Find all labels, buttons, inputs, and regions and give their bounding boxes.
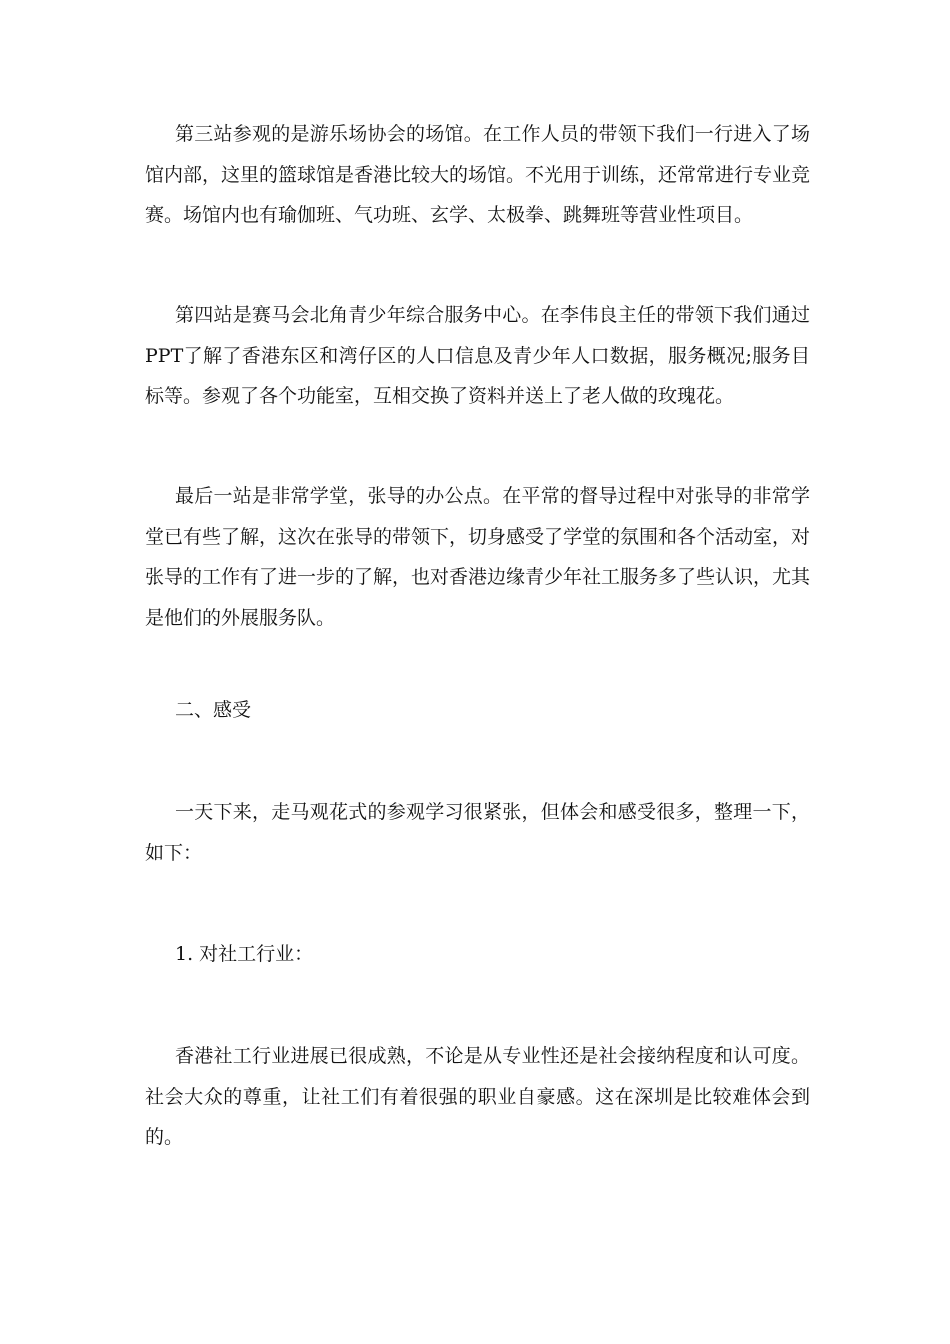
- paragraph-last-stop: 最后一站是非常学堂，张导的办公点。在平常的督导过程中对张导的非常学堂已有些了解，这次在张导的带领下，切身感受了学堂的氛围和各个活动室，对张导的工作有了进一步的了解，也对香港边缘青少年社工服务多了些认识，尤其是他们的外展服务队。: [145, 485, 811, 629]
- paragraph-third-stop: 第三站参观的是游乐场协会的场馆。在工作人员的带领下我们一行进入了场馆内部，这里的篮球馆是香港比较大的场馆。不光用于训练，还常常进行专业竞赛。场馆内也有瑜伽班、气功班、玄学、太极拳、跳舞班等营业性项目。: [145, 123, 811, 226]
- sub-heading: 1. 对社工行业：: [175, 943, 314, 965]
- intro-paragraph: 一天下来，走马观花式的参观学习很紧张，但体会和感受很多，整理一下，如下：: [145, 801, 810, 864]
- closing-paragraph: 香港社工行业进展已很成熟，不论是从专业性还是社会接纳程度和认可度。社会大众的尊重，让社工们有着很强的职业自豪感。这在深圳是比较难体会到的。: [145, 1045, 810, 1148]
- paragraph-fourth-stop: 第四站是赛马会北角青少年综合服务中心。在李伟良主任的带领下我们通过PPT了解了香港东区和湾仔区的人口信息及青少年人口数据，服务概况;服务目标等。参观了各个功能室，互相交换了资料并送上了老人做的玫瑰花。: [145, 304, 810, 407]
- section-heading: 二、感受: [175, 699, 252, 721]
